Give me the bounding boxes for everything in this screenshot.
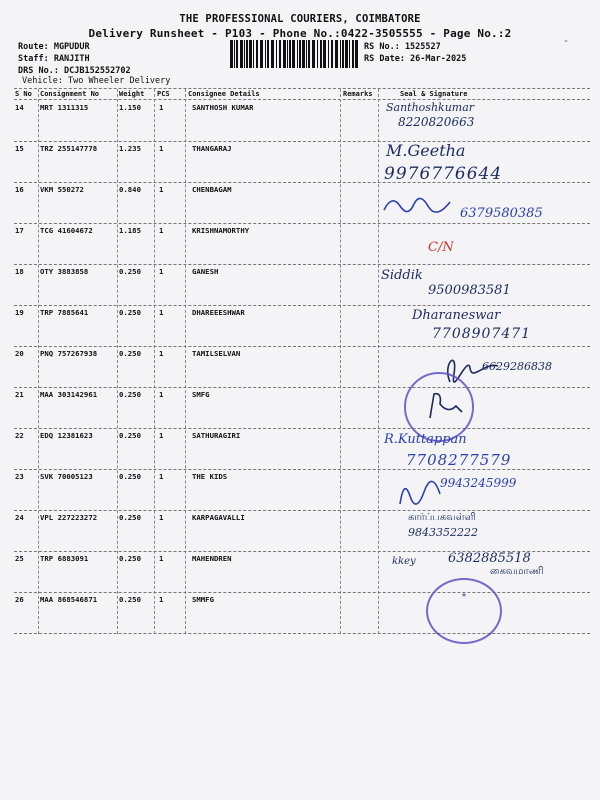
company-round-seal-icon: ★ [426, 578, 502, 644]
row-consignment: TCG 41604672 [40, 226, 93, 235]
signature-23-scribble [394, 474, 442, 508]
signature-15-phone: 9976776644 [384, 164, 503, 184]
row-pcs: 1 [159, 513, 164, 522]
row-weight: 0.250 [119, 349, 141, 358]
row-divider [14, 182, 590, 183]
row-consignment: EDQ 12381623 [40, 431, 93, 440]
barcode-bar [244, 40, 245, 68]
row-pcs: 1 [159, 144, 164, 153]
row-pcs: 1 [159, 595, 164, 604]
row-sno: 21 [15, 390, 24, 399]
barcode-image [230, 40, 358, 68]
row-weight: 0.250 [119, 431, 141, 440]
row-weight: 1.235 [119, 144, 141, 153]
row-weight: 0.250 [119, 390, 141, 399]
row-sno: 25 [15, 554, 24, 563]
row-pcs: 1 [159, 103, 164, 112]
signature-24-name: கார்ப்பகவள்ளி [408, 512, 476, 523]
barcode-bar [249, 40, 252, 68]
row-weight: 0.250 [119, 267, 141, 276]
row-weight: 0.250 [119, 595, 141, 604]
row-consignment: SVK 70005123 [40, 472, 93, 481]
barcode-bar [246, 40, 248, 68]
staff-label: Staff: RANJITH [18, 54, 90, 64]
row-sno: 24 [15, 513, 24, 522]
row-weight: 1.150 [119, 103, 141, 112]
row-sno: 15 [15, 144, 24, 153]
barcode-bar [230, 40, 233, 68]
barcode-bar [352, 40, 354, 68]
barcode-bar [345, 40, 348, 68]
table-row [14, 103, 590, 144]
vehicle-label: Vehicle: Two Wheeler Delivery [22, 76, 171, 86]
barcode-bar [340, 40, 341, 68]
signature-25-phone: 6382885518 [448, 551, 531, 566]
barcode-bar [279, 40, 281, 68]
row-pcs: 1 [159, 308, 164, 317]
signature-14-phone: 8220820663 [398, 115, 475, 129]
rs-date: RS Date: 26-Mar-2025 [364, 54, 467, 64]
col-consignment: Consignment No [40, 90, 100, 98]
signature-20-phone: 6629286838 [482, 360, 552, 373]
barcode-bar [234, 40, 235, 68]
row-sno: 18 [15, 267, 24, 276]
table-row [14, 595, 590, 636]
barcode-bar [260, 40, 263, 68]
barcode-bar [331, 40, 333, 68]
rs-number: RS No.: 1525527 [364, 42, 441, 52]
row-consignment: VPL 227223272 [40, 513, 98, 522]
signature-23-phone: 9943245999 [440, 476, 517, 490]
row-pcs: 1 [159, 554, 164, 563]
barcode-bar [335, 40, 338, 68]
signature-22-name: R.Kuttappan [384, 432, 467, 447]
barcode-bar [265, 40, 266, 68]
barcode-bar [289, 40, 291, 68]
row-weight: 1.185 [119, 226, 141, 235]
row-consignment: MAA 868546871 [40, 595, 98, 604]
barcode-bar [276, 40, 277, 68]
row-pcs: 1 [159, 267, 164, 276]
signature-25-tamil: கைவமாணி [490, 566, 544, 577]
row-weight: 0.250 [119, 472, 141, 481]
row-consignee: SATHURAGIRI [192, 431, 241, 440]
barcode-bar [299, 40, 301, 68]
row-weight: 0.250 [119, 513, 141, 522]
route-label: Route: MGPUDUR [18, 42, 90, 52]
row-sno: 17 [15, 226, 24, 235]
row-pcs: 1 [159, 349, 164, 358]
barcode-bar [355, 40, 358, 68]
signature-22-phone: 7708277579 [406, 451, 512, 469]
row-consignee: MAHENDREN [192, 554, 232, 563]
row-sno: 16 [15, 185, 24, 194]
table-row [14, 144, 590, 185]
row-consignment: TRZ 255147778 [40, 144, 98, 153]
row-consignment: PNQ 757267938 [40, 349, 98, 358]
row-sno: 20 [15, 349, 24, 358]
row-consignment: MRT 1311315 [40, 103, 89, 112]
row-divider [14, 141, 590, 142]
row-consignee: SMFG [192, 390, 210, 399]
barcode-bar [253, 40, 254, 68]
signature-15-name: M.Geetha [386, 141, 466, 160]
row-weight: 0.250 [119, 554, 141, 563]
row-sno: 22 [15, 431, 24, 440]
col-signature: Seal & Signature [400, 90, 468, 98]
row-consignee: THE KIDS [192, 472, 228, 481]
row-divider [14, 510, 590, 511]
row-consignment: VKM 550272 [40, 185, 84, 194]
row-consignment: TRP 6883091 [40, 554, 89, 563]
barcode-bar [302, 40, 305, 68]
row-divider [14, 305, 590, 306]
row-consignee: KARPAGAVALLI [192, 513, 245, 522]
row-consignment: TRP 7885641 [40, 308, 89, 317]
row-consignee: TAMILSELVAN [192, 349, 241, 358]
barcode-bar [256, 40, 258, 68]
row-divider [14, 428, 590, 429]
row-sno: 14 [15, 103, 24, 112]
barcode-bar [328, 40, 329, 68]
barcode-bar [317, 40, 318, 68]
row-pcs: 1 [159, 390, 164, 399]
signature-16-scribble [380, 188, 455, 218]
row-pcs: 1 [159, 431, 164, 440]
row-divider [14, 592, 590, 593]
row-consignee: GANESH [192, 267, 219, 276]
barcode-bar [320, 40, 322, 68]
runsheet-subtitle: Delivery Runsheet - P103 - Phone No.:0422-3505555 - Page No.:2 [88, 27, 512, 40]
row-divider [14, 264, 590, 265]
signature-21-scribble [426, 388, 466, 422]
barcode-bar [323, 40, 326, 68]
col-pcs: PCS [157, 90, 170, 98]
barcode-bar [349, 40, 350, 68]
row-consignee: CHENBAGAM [192, 185, 232, 194]
col-sno: S No [15, 90, 32, 98]
row-consignee: KRISHNAMORTHY [192, 226, 250, 235]
row-sno: 26 [15, 595, 24, 604]
row-consignee: DHAREEESHWAR [192, 308, 245, 317]
row-divider [14, 346, 590, 347]
row-consignee: SANTHOSH KUMAR [192, 103, 254, 112]
barcode-bar [287, 40, 288, 68]
company-title: THE PROFESSIONAL COURIERS, COIMBATORE [179, 13, 421, 25]
barcode-bar [297, 40, 298, 68]
barcode-bar [306, 40, 307, 68]
signature-19-phone: 7708907471 [432, 326, 532, 342]
table-row [14, 390, 590, 431]
barcode-bar [283, 40, 286, 68]
barcode-bar [342, 40, 344, 68]
row-consignment: MAA 303142961 [40, 390, 98, 399]
signature-25-name: kkey [392, 556, 416, 567]
row-consignee: SMMFG [192, 595, 214, 604]
signature-19-name: Dharaneswar [412, 308, 501, 323]
row-consignment: OTY 3883858 [40, 267, 89, 276]
signature-16-phone: 6379580385 [460, 206, 543, 221]
row-sno: 23 [15, 472, 24, 481]
signature-14-name: Santhoshkumar [386, 101, 475, 114]
row-weight: 0.840 [119, 185, 141, 194]
row-divider [14, 387, 590, 388]
corner-tick-icon: ˇ [563, 40, 570, 51]
barcode-bar [271, 40, 274, 68]
signature-18-phone: 9500983581 [428, 283, 511, 298]
row-sno: 19 [15, 308, 24, 317]
signature-17-mark: C/N [428, 240, 454, 255]
row-divider [14, 469, 590, 470]
row-divider [14, 633, 590, 634]
row-pcs: 1 [159, 226, 164, 235]
table-header [14, 89, 590, 99]
table-row [14, 226, 590, 267]
barcode-bar [267, 40, 269, 68]
table-header-rule [14, 99, 590, 100]
row-pcs: 1 [159, 185, 164, 194]
col-weight: Weight [119, 90, 145, 98]
table-row [14, 513, 590, 554]
row-divider [14, 223, 590, 224]
col-remarks: Remarks [343, 90, 373, 98]
barcode-bar [240, 40, 243, 68]
drs-label: DRS No.: DCJB152552702 [18, 66, 131, 76]
barcode-bar [312, 40, 315, 68]
row-weight: 0.250 [119, 308, 141, 317]
barcode-bar [236, 40, 238, 68]
signature-18-name: Siddik [381, 268, 423, 283]
signature-24-phone: 9843352222 [408, 526, 478, 539]
row-pcs: 1 [159, 472, 164, 481]
barcode-bar [308, 40, 310, 68]
barcode-bar [292, 40, 295, 68]
col-consignee: Consignee Details [188, 90, 260, 98]
row-consignee: THANGARAJ [192, 144, 232, 153]
